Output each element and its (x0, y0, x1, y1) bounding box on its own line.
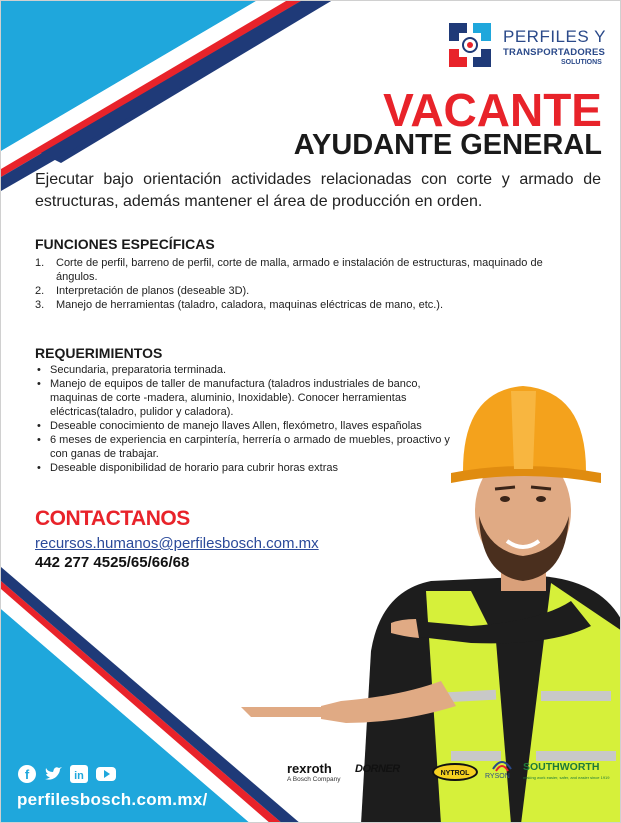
list-item: • Manejo de equipos de taller de manufactura (taladros industriales de banco, maquinas de corte -madera, aluminio, Inoxidable). Conocer herramientas eléctricas(taladro, pulidor y caladora). (37, 378, 421, 418)
dorner-logo: DORNER (355, 763, 400, 775)
youtube-icon[interactable] (95, 764, 117, 784)
worker-illustration (241, 351, 621, 823)
funciones-list (35, 256, 580, 312)
facebook-icon[interactable] (17, 764, 37, 784)
nytrol-logo: NYTROL (432, 763, 478, 781)
website-link[interactable]: perfilesbosch.com.mx/ (17, 790, 208, 809)
list-item: • 6 meses de experiencia en carpintería, herrería o armado de muebles, proactivo y con ganas de trabajar. (37, 434, 450, 460)
intro-paragraph: Ejecutar bajo orientación actividades relacionadas con corte y armado de estructuras, además mantener el área de producción en orden. (35, 171, 601, 210)
list-item: 1. Corte de perfil, barreno de perfil, corte de malla, armado e instalación de estructuras, maquinado de ángulos. (35, 257, 543, 283)
requerimientos-heading: REQUERIMIENTOS (35, 345, 163, 361)
vacancy-title: VACANTE (383, 84, 602, 136)
southworth-subtitle: making work easier, safer, and easier since 1919 (523, 775, 610, 780)
position-title: AYUDANTE GENERAL (293, 129, 602, 161)
social-icons (17, 764, 117, 784)
list-item: • Secundaria, preparatoria terminada. (37, 364, 227, 376)
svg-text:in: in (74, 770, 84, 782)
contact-heading: CONTACTANOS (35, 507, 190, 530)
brand-logos (285, 757, 615, 797)
list-item: 2. Interpretación de planos (deseable 3D). (35, 285, 250, 297)
ryson-mark-icon (491, 757, 513, 773)
funciones-heading: FUNCIONES ESPECÍFICAS (35, 236, 215, 252)
company-logo (441, 15, 611, 79)
twitter-icon[interactable] (43, 764, 63, 784)
logo-mark-icon (441, 15, 499, 75)
contact-phone: 442 277 4525/65/66/68 (35, 554, 190, 571)
list-item: • Deseable conocimiento de manejo llaves Allen, flexómetro, llaves españolas (37, 420, 422, 432)
southworth-logo: SOUTHWORTH (523, 761, 600, 773)
logo-line3: SOLUTIONS (561, 59, 602, 66)
logo-line1: PERFILES Y (503, 27, 606, 46)
list-item: • Deseable disponibilidad de horario para cubrir horas extras (37, 462, 338, 474)
linkedin-icon[interactable] (69, 764, 89, 784)
ryson-logo: RYSON (485, 773, 510, 780)
rexroth-subtitle: A Bosch Company (287, 776, 341, 783)
contact-email-link[interactable]: recursos.humanos@perfilesbosch.com.mx (35, 535, 319, 552)
list-item: 3. Manejo de herramientas (taladro, caladora, maquinas eléctricas de mano, etc.). (35, 299, 444, 311)
logo-line2: TRANSPORTADORES (503, 47, 606, 58)
rexroth-logo: rexroth (287, 761, 332, 776)
svg-text:f: f (24, 767, 30, 782)
